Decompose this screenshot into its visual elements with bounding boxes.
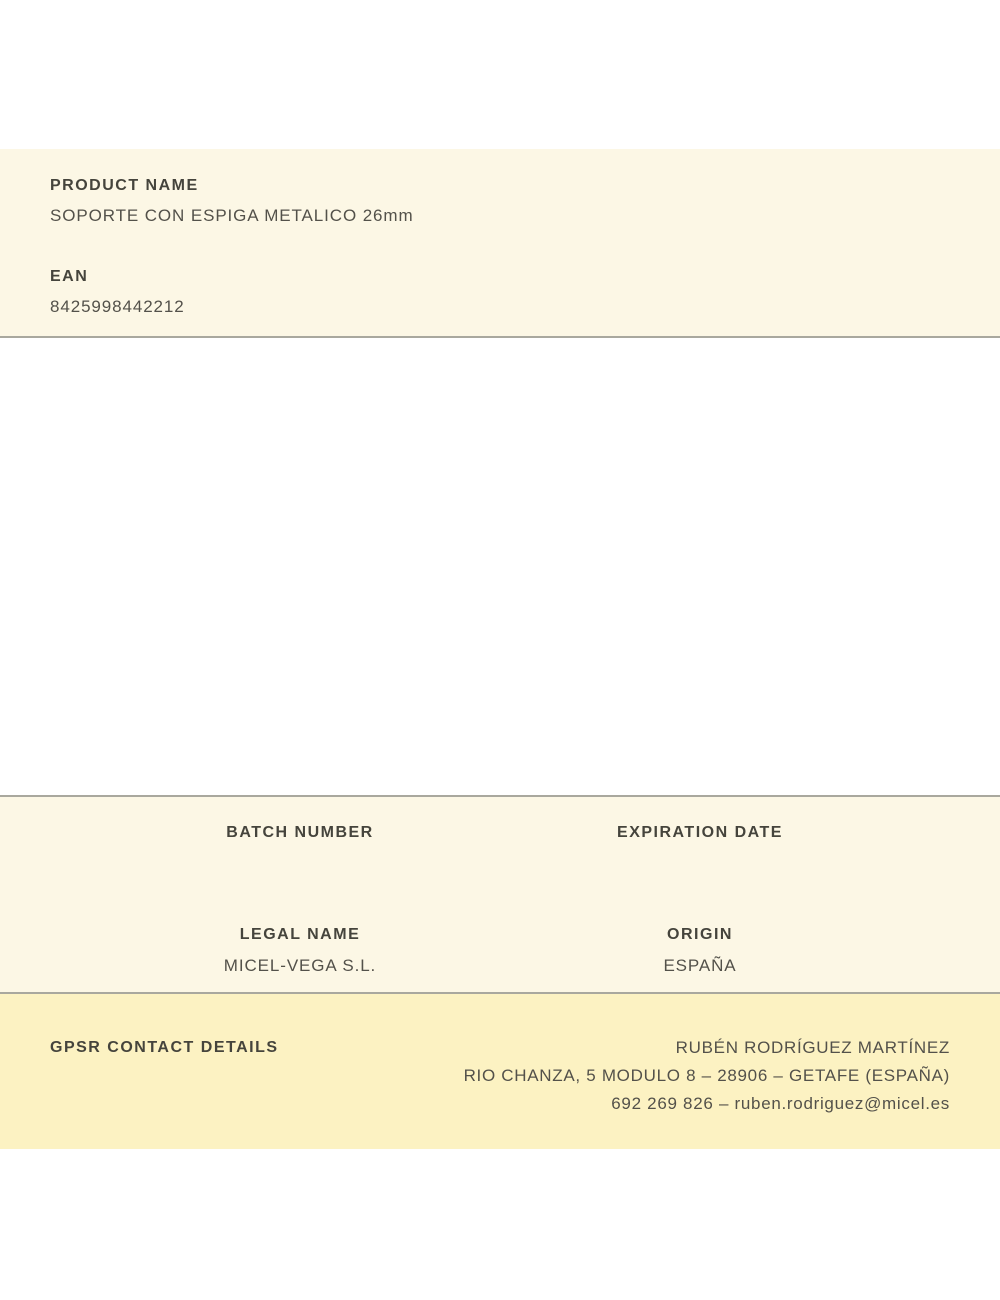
product-name-field (50, 177, 950, 226)
ean-value: 8425998442212 (50, 297, 185, 316)
origin-field (500, 926, 900, 976)
batch-legal-section (0, 795, 1000, 994)
expiration-date-field (500, 824, 900, 854)
ean-field (50, 268, 950, 317)
contact-person-name: RUBÉN RODRÍGUEZ MARTÍNEZ (675, 1038, 950, 1057)
product-info-section (0, 149, 1000, 338)
contact-address: RIO CHANZA, 5 MODULO 8 – 28906 – GETAFE (ESPAÑA) (463, 1066, 950, 1085)
origin-label: ORIGIN (667, 926, 733, 943)
expiration-date-label: EXPIRATION DATE (617, 824, 783, 841)
product-name-value: SOPORTE CON ESPIGA METALICO 26mm (50, 206, 414, 225)
legal-origin-row (100, 926, 900, 976)
product-name-label: PRODUCT NAME (50, 177, 199, 194)
legal-name-value: MICEL-VEGA S.L. (223, 956, 377, 975)
legal-name-field (100, 926, 500, 976)
ean-label: EAN (50, 268, 89, 285)
top-whitespace (0, 0, 1000, 149)
batch-number-label: BATCH NUMBER (226, 824, 374, 841)
gpsr-contact-details-label: GPSR CONTACT DETAILS (50, 1039, 279, 1056)
contact-phone-email: 692 269 826 – ruben.rodriguez@micel.es (611, 1094, 950, 1113)
gpsr-contact-section (0, 994, 1000, 1149)
origin-value: ESPAÑA (663, 956, 737, 975)
legal-name-label: LEGAL NAME (239, 926, 361, 943)
middle-whitespace (0, 338, 1000, 795)
batch-number-field (100, 824, 500, 854)
batch-expiration-row (100, 824, 900, 854)
gpsr-contact-block (464, 1034, 950, 1118)
